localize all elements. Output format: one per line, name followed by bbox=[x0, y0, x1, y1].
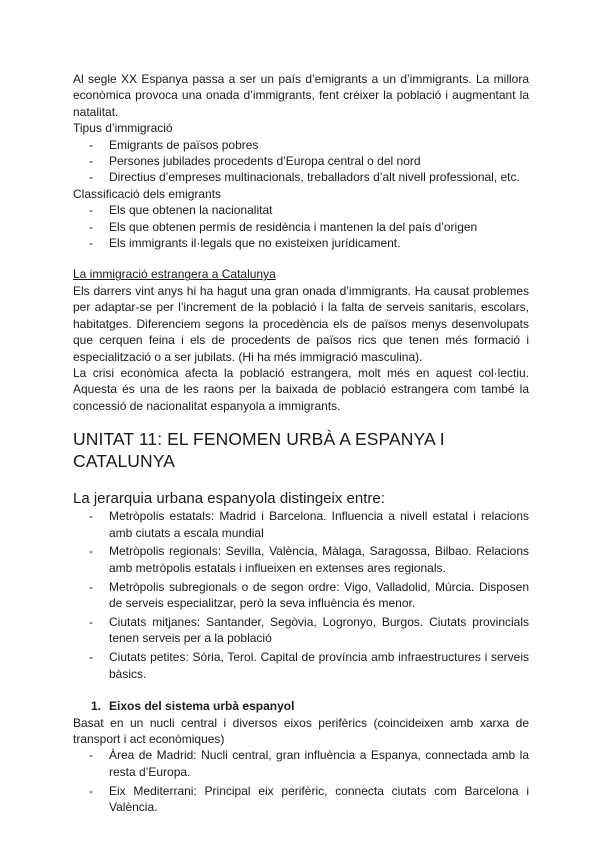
list-item: - Els que obtenen la nacionalitat bbox=[73, 202, 529, 218]
list-item: - Emigrants de països pobres bbox=[73, 137, 529, 153]
urban-axes-heading bbox=[73, 698, 529, 714]
emigrant-classification-heading: Classificació dels emigrants bbox=[73, 186, 222, 201]
list-item: - Els que obtenen permís de residència i mantenen la del país d’origen bbox=[73, 219, 529, 235]
urban-hierarchy-subtitle: La jerarquia urbana espanyola distingeix entre: bbox=[73, 490, 385, 508]
list-item: - Directius d’empreses multinacionals, treballadors d’alt nivell professional, etc. bbox=[73, 169, 529, 185]
document-page bbox=[73, 71, 529, 818]
emigrant-classification-list bbox=[73, 202, 529, 251]
list-item: - Ciutats mitjanes: Santander, Segòvia, Logronyo, Burgos. Ciutats provincials tenen serveis per a la població bbox=[73, 614, 529, 647]
unit-title: UNITAT 11: EL FENOMEN URBÀ A ESPANYA I CATALUNYA bbox=[73, 429, 445, 472]
section-heading-text: Eixos del sistema urbà espanyol bbox=[109, 699, 295, 714]
list-item: - Eix Mediterrani: Principal eix perifèric, connecta ciutats com Barcelona i València. bbox=[73, 783, 529, 816]
list-item: - Els immigrants il·legals que no existeixen jurídicament. bbox=[73, 235, 529, 251]
list-item: - Metròpolis subregionals o de segon ordre: Vigo, Valladolid, Múrcia. Disposen de serveis especialitzar, però la seva influència és menor. bbox=[73, 579, 529, 612]
list-item: - Ciutats petites: Sòria, Terol. Capital de província amb infraestructures i serveis bàsics. bbox=[73, 649, 529, 682]
intro-paragraph: Al segle XX Espanya passa a ser un país d’emigrants a un d’immigrants. La millora econòmica provoca una onada d’immigrants, fent créixer la població i augmentant la natalitat. bbox=[73, 72, 529, 119]
immigration-types-heading: Tipus d’immigració bbox=[73, 121, 173, 136]
catalonia-paragraph-2: La crisi econòmica afecta la població estrangera, molt més en aquest col·lectiu. Aquesta és una de les raons per la baixada de població estrangera com també la concessió de nacionalitat espanyola a immigrants. bbox=[73, 365, 529, 413]
list-item: - Persones jubilades procedents d’Europa central o del nord bbox=[73, 153, 529, 169]
urban-hierarchy-list bbox=[73, 508, 529, 682]
catalonia-section-heading: La immigració estrangera a Catalunya bbox=[73, 267, 276, 282]
catalonia-paragraph-1: Els darrers vint anys hi ha hagut una gran onada d’immigrants. Ha causat problemes per adaptar-se per l’increment de la població i la falta de serveis sanitaris, escolars, habitatges. Diferenciem segons la procedència els de països menys desenvolupats que cerquen feina i els de procedents de països rics que tenen més formació i especialització o a ser jubilats. (Hi ha més immigració masculina). bbox=[73, 283, 529, 364]
urban-axes-paragraph: Basat en un nucli central i diversos eixos perifèrics (coincideixen amb xarxa de transport i act econòmiques) bbox=[73, 715, 529, 746]
immigration-types-list bbox=[73, 137, 529, 186]
section-number: 1. bbox=[91, 699, 102, 714]
list-item: - Àrea de Madrid: Nucli central, gran influència a Espanya, connectada amb la resta d’Europa. bbox=[73, 747, 529, 780]
urban-axes-list bbox=[73, 747, 529, 815]
list-item: - Metròpolis regionals: Sevilla, València, Màlaga, Saragossa, Bilbao. Relacions amb metròpolis estatals i influeixen en extenses ares regionals. bbox=[73, 543, 529, 576]
list-item: - Metròpolis estatals: Madrid i Barcelona. Influencia a nivell estatal i relacions amb ciutats a escala mundial bbox=[73, 508, 529, 541]
